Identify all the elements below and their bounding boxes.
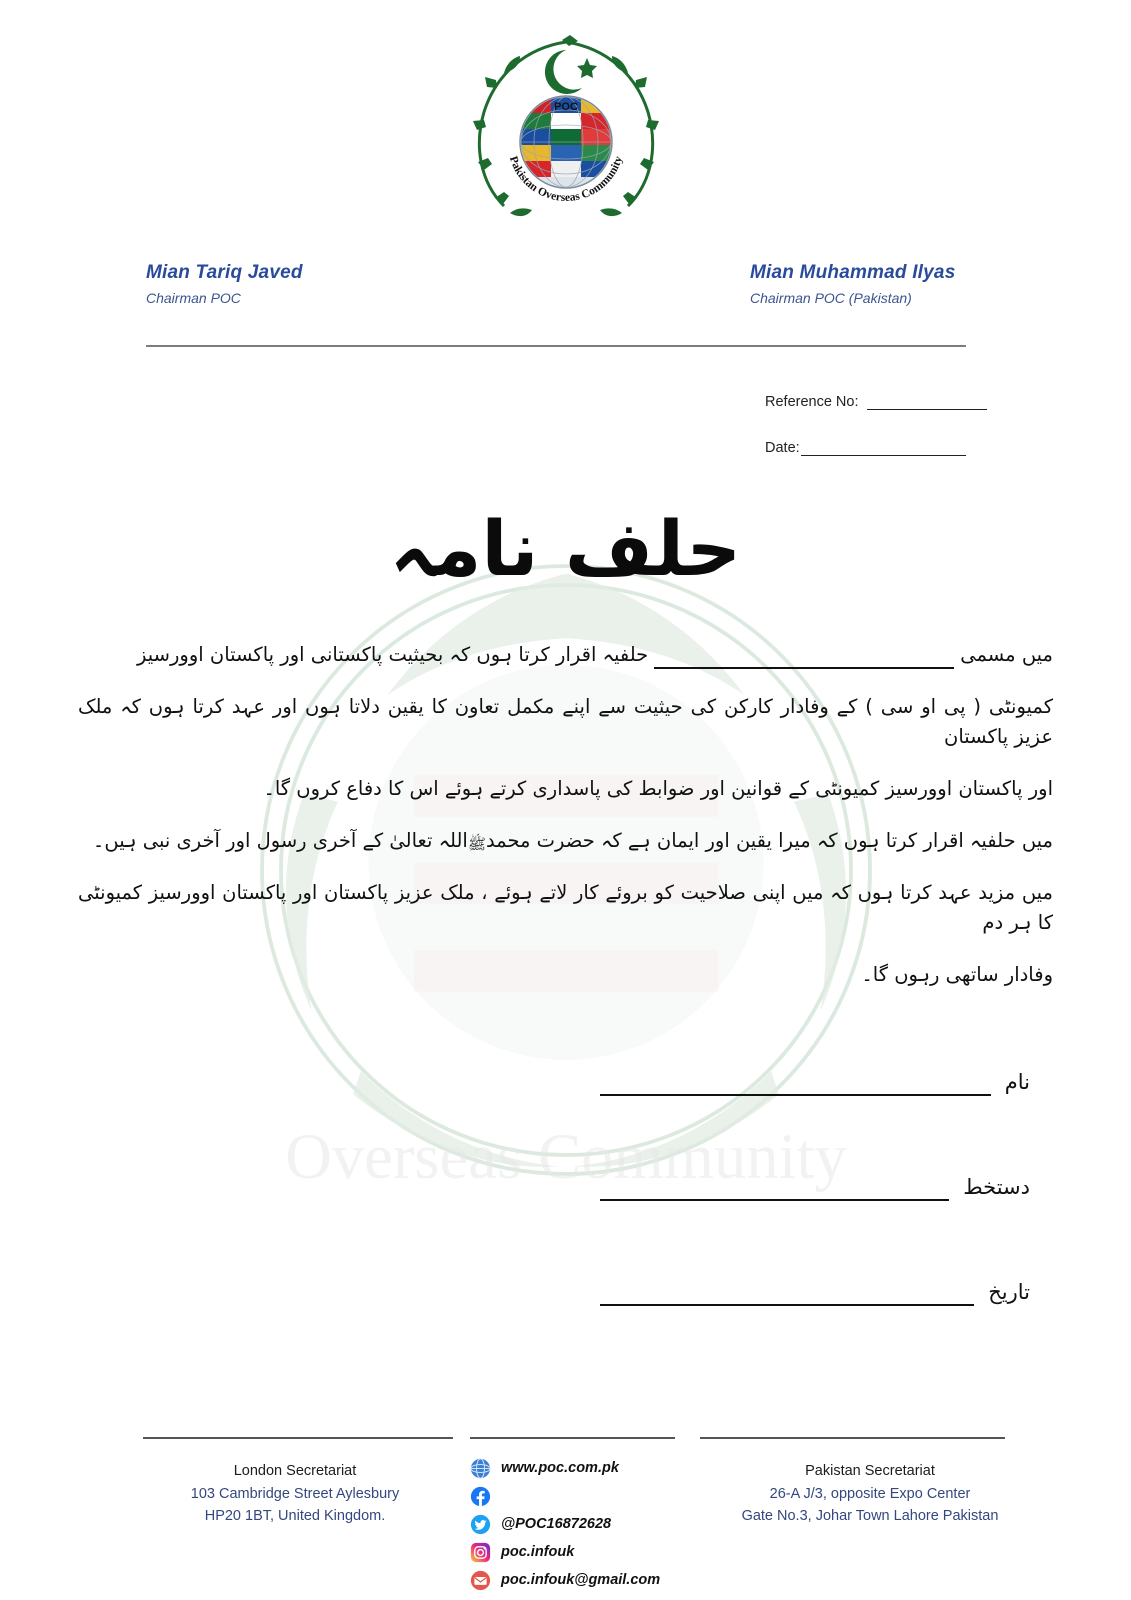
- social-row-email[interactable]: [470, 1569, 660, 1591]
- page-title: حلف نامہ: [389, 504, 742, 593]
- instagram-icon: [470, 1542, 491, 1563]
- reference-no-field: [765, 394, 987, 410]
- body-line-4: [78, 826, 1053, 855]
- social-row-facebook[interactable]: [470, 1485, 660, 1507]
- header-left-official: [146, 262, 303, 306]
- globe-icon: [470, 1458, 491, 1479]
- signature-field-name-label: نام: [1004, 1070, 1030, 1094]
- chairman-right-role: Chairman POC (Pakistan): [750, 290, 912, 306]
- twitter-icon: [470, 1514, 491, 1535]
- poc-logo: [466, 34, 666, 234]
- body-line-1: [78, 640, 1053, 669]
- signature-field-date-input[interactable]: [600, 1287, 974, 1306]
- date-label: Date:: [765, 440, 800, 456]
- social-row-website[interactable]: [470, 1457, 660, 1479]
- chairman-left-role: Chairman POC: [146, 290, 241, 306]
- svg-text:POC: POC: [553, 101, 578, 113]
- body-line-2: کمیونٹی ( پی او سی ) کے وفادار کارکن کی حیثیت سے اپنے مکمل تعاون کا یقین دلاتا ہوں اور عہد کرتا ہوں کہ ملک عزیز پاکستان: [78, 695, 1053, 748]
- signature-field-signature-input[interactable]: [600, 1182, 949, 1201]
- body-line-1-prefix: میں مسمی: [960, 643, 1053, 666]
- footer-divider-left: [143, 1437, 453, 1439]
- social-row-twitter[interactable]: [470, 1513, 660, 1535]
- chairman-left-name: Mian Tariq Javed: [146, 262, 303, 283]
- declarant-name-input[interactable]: [654, 652, 954, 669]
- email-icon: [470, 1570, 491, 1591]
- header-divider: [146, 345, 966, 347]
- footer-london-secretariat: [85, 1462, 505, 1527]
- body-line-5: میں مزید عہد کرتا ہوں کہ میں اپنی صلاحیت کو بروئے کار لاتے ہوئے ، ملک عزیز پاکستان اور پاکستان اوورسیز کمیونٹی کا ہر دم: [78, 881, 1053, 934]
- pakistan-address-line-1: 26-A J/3, opposite Expo Center: [769, 1485, 971, 1502]
- signature-field-name: [600, 1070, 1030, 1096]
- reference-no-label: Reference No:: [765, 394, 859, 410]
- body-line-3: اور پاکستان اوورسیز کمیونٹی کے قوانین اور ضوابط کی پاسداری کرتے ہوئے اس کا دفاع کروں گا۔: [263, 776, 1053, 800]
- signature-field-signature: [600, 1175, 1030, 1201]
- signature-field-date-label: تاریخ: [988, 1280, 1030, 1304]
- signature-field-name-input[interactable]: [600, 1077, 991, 1096]
- footer-social-links: [470, 1457, 660, 1597]
- social-row-instagram[interactable]: [470, 1541, 660, 1563]
- body-line-4-suffix: اللہ تعالیٰ کے آخری رسول اور آخری نبی ہیں۔: [92, 829, 468, 852]
- header-right-official: [750, 262, 955, 306]
- svg-text:Pakistan Overseas Community: Pakistan Overseas Community: [506, 154, 625, 204]
- footer-pakistan-secretariat: [660, 1462, 1080, 1527]
- affidavit-body: [78, 640, 1053, 1012]
- footer-divider-center: [470, 1437, 675, 1439]
- reference-no-input[interactable]: [867, 395, 987, 410]
- body-line-1-suffix: حلفیہ اقرار کرتا ہوں کہ بحیثیت پاکستانی اور پاکستان اوورسیز: [137, 643, 649, 666]
- signature-field-date: [600, 1280, 1030, 1306]
- pbuh-glyph: ﷺ: [467, 834, 486, 853]
- signature-field-signature-label: دستخط: [963, 1175, 1030, 1199]
- london-heading: London Secretariat: [233, 1463, 357, 1479]
- pakistan-address-line-2: Gate No.3, Johar Town Lahore Pakistan: [741, 1508, 999, 1525]
- email-text: poc.infouk@gmail.com: [501, 1572, 661, 1588]
- instagram-text: poc.infouk: [501, 1544, 575, 1560]
- body-line-6: وفادار ساتھی رہوں گا۔: [861, 962, 1053, 986]
- facebook-icon: [470, 1486, 491, 1507]
- date-input[interactable]: [801, 441, 966, 456]
- date-field: [765, 440, 966, 456]
- london-address-line-1: 103 Cambridge Street Aylesbury: [190, 1485, 400, 1502]
- body-line-4-prefix: میں حلفیہ اقرار کرتا ہوں کہ میرا یقین اور ایمان ہے کہ حضرت محمد: [485, 829, 1053, 852]
- chairman-right-name: Mian Muhammad Ilyas: [750, 262, 956, 283]
- website-text: www.poc.com.pk: [501, 1460, 619, 1476]
- svg-text:Overseas Community: Overseas Community: [284, 1119, 847, 1192]
- pakistan-heading: Pakistan Secretariat: [805, 1463, 935, 1479]
- footer-divider-right: [700, 1437, 1005, 1439]
- london-address-line-2: HP20 1BT, United Kingdom.: [204, 1508, 386, 1525]
- twitter-text: @POC16872628: [501, 1516, 612, 1532]
